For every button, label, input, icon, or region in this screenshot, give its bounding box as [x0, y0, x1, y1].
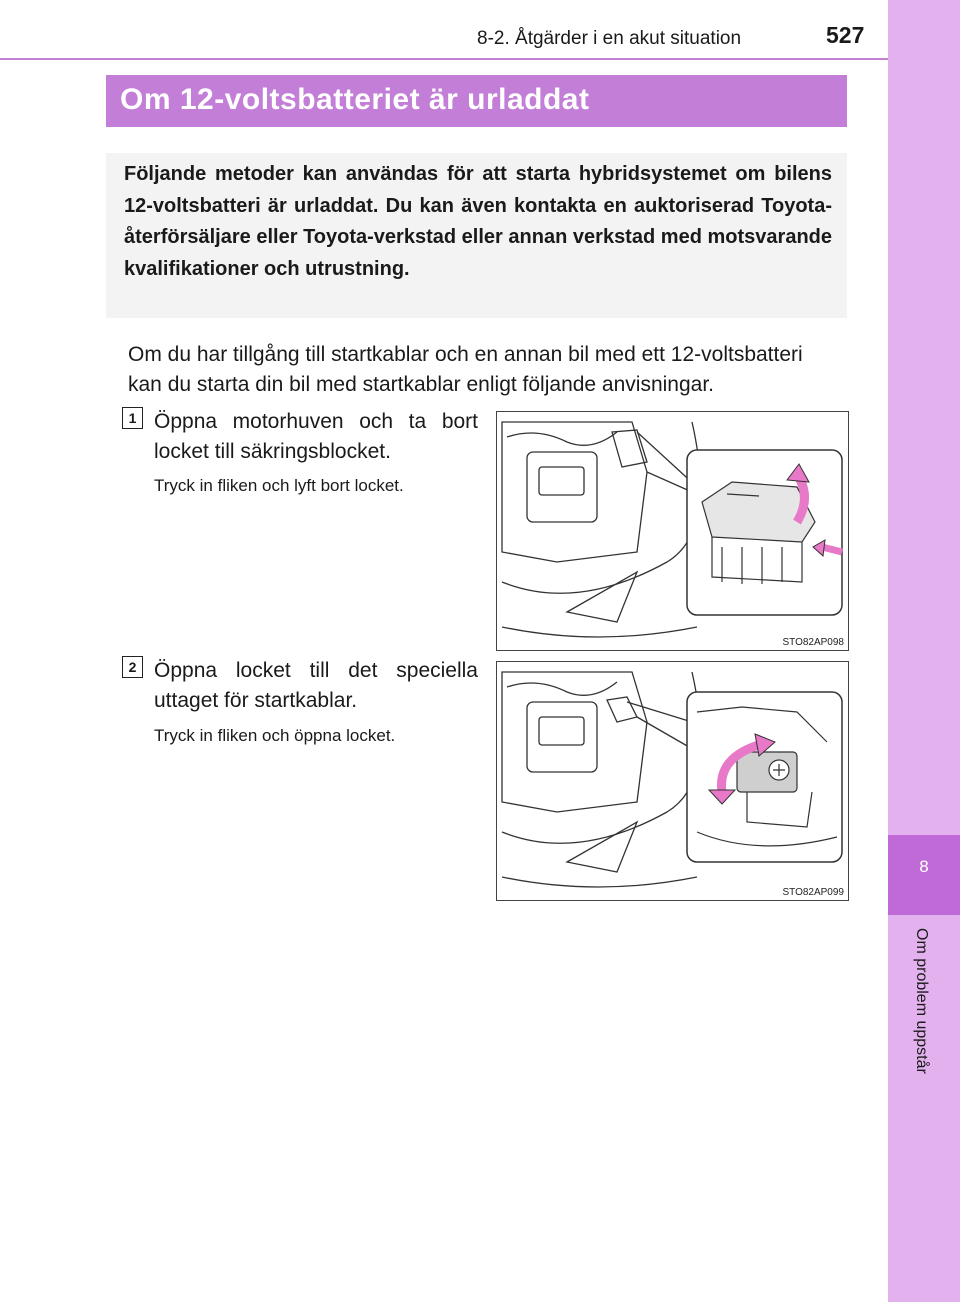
step-1-note: Tryck in fliken och lyft bort locket.	[154, 476, 404, 495]
chapter-side-tab	[888, 0, 960, 1302]
chapter-title: Om problem uppstår	[913, 928, 930, 1074]
section-title: Om 12-voltsbatteriet är urladdat	[120, 83, 590, 116]
step-1-title: Öppna motorhuven och ta bort locket till säkringsblocket.	[154, 410, 478, 463]
jump-start-terminal-illustration	[497, 662, 848, 900]
lead-paragraph: Om du har tillgång till startkablar och en annan bil med ett 12-voltsbatteri kan du starta din bil med startkablar enligt följande anvisningar.	[128, 343, 803, 396]
page-number: 527	[826, 22, 865, 48]
step-1-figure	[496, 411, 849, 651]
step-2-note: Tryck in fliken och öppna locket.	[154, 726, 396, 745]
step-2-badge: 2	[122, 656, 143, 678]
fuse-box-illustration	[497, 412, 848, 650]
chapter-number: 8	[919, 857, 929, 876]
section-title-bar	[106, 75, 847, 127]
step-1-figure-code: STO82AP098	[782, 637, 844, 648]
running-head: 8-2. Åtgärder i en akut situation	[477, 28, 742, 49]
step-2-figure-code: STO82AP099	[782, 887, 844, 898]
step-2-figure	[496, 661, 849, 901]
header-rule	[0, 58, 888, 60]
intro-text: Följande metoder kan användas för att starta hybridsystemet om bilens 12-voltsbatteri är urladdat. Du kan även kontakta en auktoriserad Toyota-återförsäljare eller Toyota-verkstad eller annan verkstad med motsvarande kvalifikationer och utrustning.	[124, 163, 832, 280]
step-2-title: Öppna locket till det speciella uttaget för startkablar.	[154, 659, 478, 712]
intro-box	[106, 153, 847, 318]
step-1-badge: 1	[122, 407, 143, 429]
